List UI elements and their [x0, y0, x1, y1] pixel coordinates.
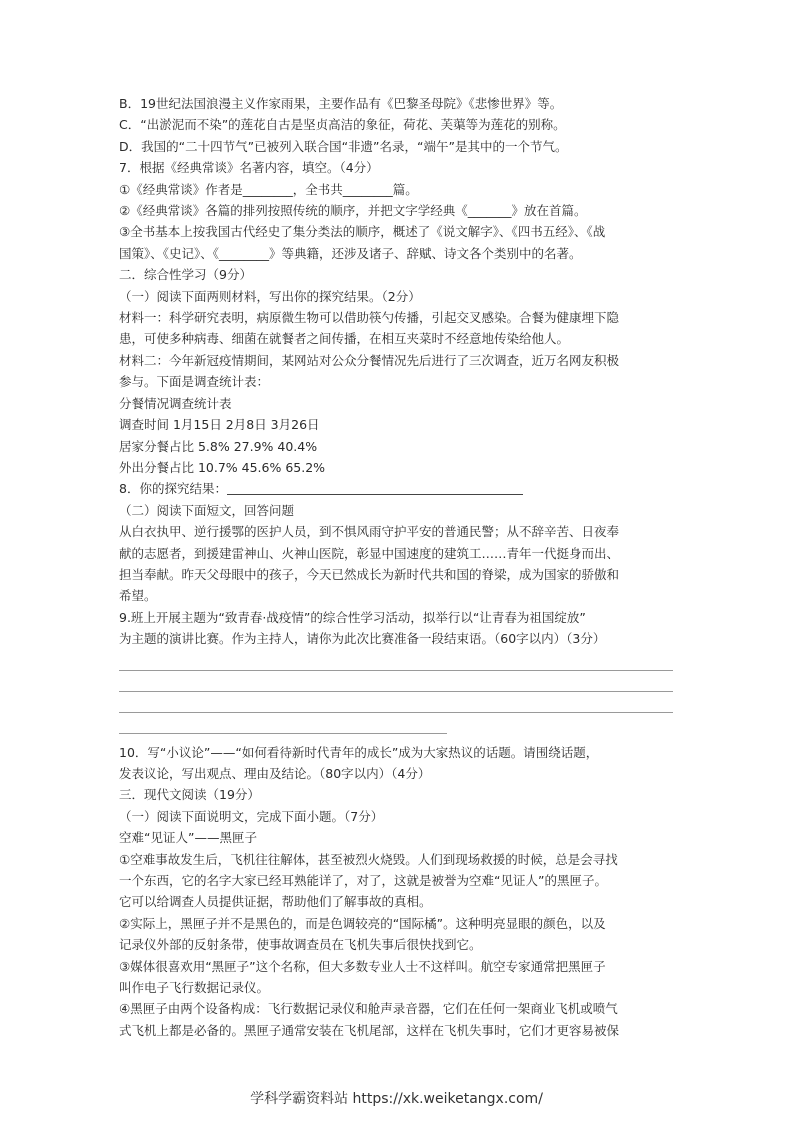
text-line: 外出分餐占比 10.7% 45.6% 65.2% [119, 459, 326, 475]
text-line: 患，可使多种病毒、细菌在就餐者之间传播，在相互夹菜时不经意地传染给他人。 [119, 331, 570, 347]
text-line: ①空难事故发生后，飞机往往解体，甚至被烈火烧毁。人们到现场救援的时候，总是会寻找 [119, 851, 618, 867]
answer-line[interactable] [119, 692, 673, 713]
text-line: 分餐情况调查统计表 [119, 395, 232, 411]
text-line: 式飞机上都是必备的。黑匣子通常安装在飞机尾部，这样在飞机失事时，它们才更容易被保 [119, 1022, 620, 1038]
text-line: ②《经典常谈》各篇的排列按照传统的顺序，并把文字学经典《_______》放在首篇。 [119, 203, 587, 219]
text-line: 担当奉献。昨天父母眼中的孩子，今天已然成长为新时代共和国的脊梁，成为国家的骄傲和 [119, 566, 620, 582]
text-line: 叫作电子飞行数据记录仪。 [119, 980, 270, 996]
text-line: 献的志愿者，到援建雷神山、火神山医院，彰显中国速度的建筑工……青年一代挺身而出、 [119, 545, 620, 561]
exam-section-part3 [119, 742, 679, 1042]
text-line: 为主题的演讲比赛。作为主持人，请你为此次比赛准备一段结束语。（60字以内）（3分） [119, 631, 606, 647]
exam-section-part1 [119, 93, 679, 478]
text-line: 10．写“小议论”——“如何看待新时代青年的成长”成为大家热议的话题。请围绕话题， [119, 744, 599, 760]
text-line: ④黑匣子由两个设备构成：飞行数据记录仪和舱声录音器，它们在任何一架商业飞机或喷气 [119, 1001, 618, 1017]
text-line: ②实际上，黑匣子并不是黑色的，而是色调较亮的“国际橘”。这种明亮显眼的颜色，以及 [119, 915, 606, 931]
text-line: C．“出淤泥而不染”的莲花自古是坚贞高洁的象征，荷花、芙蕖等为莲花的别称。 [119, 117, 566, 133]
text-line: 居家分餐占比 5.8% 27.9% 40.4% [119, 438, 318, 454]
document-body [119, 93, 679, 1041]
answer-line[interactable] [119, 671, 673, 692]
text-line: （一）阅读下面两则材料，写出你的探究结果。（2分） [119, 288, 421, 304]
exam-section-part2 [119, 500, 679, 650]
text-line: （一）阅读下面说明文，完成下面小题。（7分） [119, 808, 384, 824]
answer-lines [119, 650, 679, 734]
text-line: 调查时间 1月15日 2月8日 3月26日 [119, 417, 320, 433]
text-line: 发表议论，写出观点、理由及结论。（80字以内）（4分） [119, 765, 431, 781]
text-line: 材料一：科学研究表明，病原微生物可以借助筷勺传播，引起交叉感染。合餐为健康埋下隐 [119, 310, 620, 326]
answer-line[interactable] [119, 650, 673, 671]
text-line: 9.班上开展主题为“致青春·战疫情”的综合性学习活动，拟举行以“让青春为祖国绽放” [119, 609, 586, 625]
text-line: 国策》、《史记》、《________》等典籍，还涉及诸子、辞赋、诗文各个类别中的名著。 [119, 245, 582, 261]
text-line: 三．现代文阅读（19分） [119, 787, 260, 803]
text-line: 材料二：今年新冠疫情期间，某网站对公众分餐情况先后进行了三次调查，近万名网友积极 [119, 352, 620, 368]
text-line: ③全书基本上按我国古代经史了集分类法的顺序，概述了《说文解字》、《四书五经》、《战 [119, 224, 606, 240]
text-line: B．19世纪法国浪漫主义作家雨果，主要作品有《巴黎圣母院》《悲惨世界》等。 [119, 96, 563, 111]
answer-blank[interactable] [227, 480, 523, 495]
text-line: （二）阅读下面短文，回答问题 [119, 502, 295, 518]
text-line: ③媒体很喜欢用“黑匣子”这个名称，但大多数专业人士不这样叫。航空专家通常把黑匣子 [119, 958, 606, 974]
footer-watermark: 学科学霸资料站 https://xk.weiketangx.com/ [250, 1091, 543, 1107]
text-line: 空难“见证人”——黑匣子 [119, 830, 257, 846]
answer-line[interactable] [119, 713, 447, 734]
text-line: 它可以给调查人员提供证据，帮助他们了解事故的真相。 [119, 894, 432, 910]
text-line: 记录仪外部的反射条带，使事故调查员在飞机失事后很快找到它。 [119, 937, 482, 953]
text-line: D．我国的“二十四节气”已被列入联合国“非遗”名录，“端午”是其中的一个节气。 [119, 138, 568, 154]
question-8 [119, 478, 679, 499]
text-line: 一个东西，它的名字大家已经耳熟能详了，对了，这就是被誉为空难“见证人”的黑匣子。 [119, 873, 607, 888]
text-line: 希望。 [119, 588, 157, 604]
text-line: 7．根据《经典常谈》名著内容，填空。（4分） [119, 160, 379, 176]
question-8-label: 8．你的探究结果： [119, 481, 227, 497]
text-line: 参与。下面是调查统计表： [119, 374, 270, 390]
text-line: ①《经典常谈》作者是________，全书共________篇。 [119, 181, 418, 197]
text-line: 从白衣执甲、逆行援鄂的医护人员，到不惧风雨守护平安的普通民警；从不辞辛苦、日夜奉 [119, 524, 620, 540]
text-line: 二．综合性学习（9分） [119, 267, 252, 283]
